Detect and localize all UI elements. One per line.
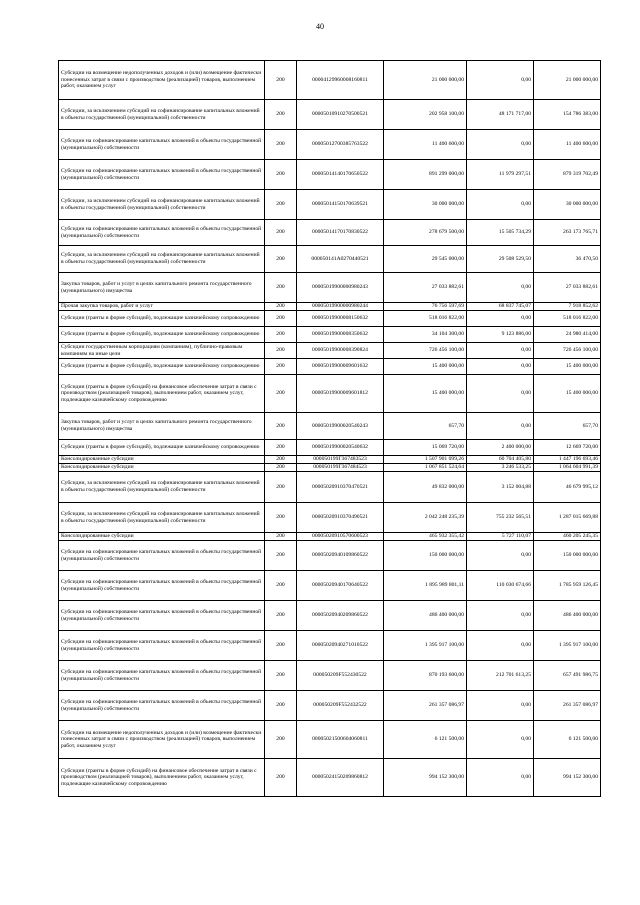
cell-budget-code: 00005020910370470521 bbox=[297, 472, 384, 503]
table-row bbox=[59, 533, 601, 541]
cell-name: Субсидии на софинансирование капитальных вложений в объекты государственной (муниципальной) собственности bbox=[59, 601, 265, 631]
cell-budget-code: 00005019900009601632 bbox=[297, 359, 384, 375]
cell-unexecuted-amount: 460 205 245,35 bbox=[534, 533, 601, 541]
cell-executed-amount: 110 030 674,66 bbox=[467, 571, 534, 601]
cell-line-code: 200 bbox=[265, 533, 297, 541]
cell-line-code: 200 bbox=[265, 759, 297, 797]
cell-approved-amount: 29 545 000,00 bbox=[384, 246, 467, 273]
cell-unexecuted-amount: 994 152 300,00 bbox=[534, 759, 601, 797]
cell-executed-amount: 68 837 745,07 bbox=[467, 303, 534, 311]
cell-line-code: 200 bbox=[265, 541, 297, 571]
table-row bbox=[59, 327, 601, 343]
budget-table bbox=[58, 60, 601, 797]
cell-approved-amount: 994 152 300,00 bbox=[384, 759, 467, 797]
cell-approved-amount: 30 000 000,00 bbox=[384, 190, 467, 220]
cell-executed-amount: 5 727 110,07 bbox=[467, 533, 534, 541]
cell-line-code: 200 bbox=[265, 61, 297, 100]
cell-line-code: 200 bbox=[265, 661, 297, 691]
cell-approved-amount: 11 400 600,00 bbox=[384, 130, 467, 160]
cell-approved-amount: 1 507 901 099,26 bbox=[384, 456, 467, 464]
cell-budget-code: 00005020940271010522 bbox=[297, 631, 384, 661]
cell-line-code: 200 bbox=[265, 472, 297, 503]
cell-unexecuted-amount: 1 447 196 693,46 bbox=[534, 456, 601, 464]
cell-name: Субсидии на софинансирование капитальных вложений в объекты государственной (муниципальной) собственности bbox=[59, 691, 265, 721]
cell-line-code: 200 bbox=[265, 631, 297, 661]
cell-approved-amount: 15 069 720,00 bbox=[384, 440, 467, 456]
cell-name: Закупка товаров, работ и услуг в целях капитального ремонта государственного (муниципального) имущества bbox=[59, 413, 265, 440]
cell-approved-amount: 34 104 300,00 bbox=[384, 327, 467, 343]
table-row bbox=[59, 456, 601, 464]
cell-budget-code: 000050199Г367484523 bbox=[297, 464, 384, 472]
cell-approved-amount: 518 016 822,00 bbox=[384, 311, 467, 327]
cell-approved-amount: 1 395 917 100,00 bbox=[384, 631, 467, 661]
table-row bbox=[59, 303, 601, 311]
cell-name: Консолидированные субсидии bbox=[59, 464, 265, 472]
table-row bbox=[59, 220, 601, 246]
cell-approved-amount: 2 042 248 235,39 bbox=[384, 503, 467, 533]
cell-budget-code: 00005020940209860522 bbox=[297, 601, 384, 631]
cell-name: Субсидии на софинансирование капитальных вложений в объекты государственной (муниципальной) собственности bbox=[59, 541, 265, 571]
cell-executed-amount: 0,00 bbox=[467, 541, 534, 571]
cell-name: Субсидии на софинансирование капитальных вложений в объекты государственной (муниципальной) собственности bbox=[59, 130, 265, 160]
cell-unexecuted-amount: 12 669 720,00 bbox=[534, 440, 601, 456]
cell-budget-code: 00005014170170830522 bbox=[297, 220, 384, 246]
cell-executed-amount: 0,00 bbox=[467, 311, 534, 327]
cell-name: Консолидированные субсидии bbox=[59, 456, 265, 464]
cell-line-code: 200 bbox=[265, 311, 297, 327]
cell-approved-amount: 486 400 000,00 bbox=[384, 601, 467, 631]
cell-executed-amount: 0,00 bbox=[467, 359, 534, 375]
table-row bbox=[59, 311, 601, 327]
cell-name: Субсидии, за исключением субсидий на софинансирование капитальных вложений в объекты государственной (муниципальной) собственности bbox=[59, 246, 265, 273]
cell-executed-amount: 0,00 bbox=[467, 375, 534, 413]
cell-unexecuted-amount: 657 491 986,75 bbox=[534, 661, 601, 691]
cell-approved-amount: 150 000 000,00 bbox=[384, 541, 467, 571]
cell-executed-amount: 0,00 bbox=[467, 61, 534, 100]
cell-budget-code: 00005020940170640522 bbox=[297, 571, 384, 601]
table-row bbox=[59, 375, 601, 413]
cell-name: Субсидии на возмещение недополученных доходов и (или) возмещение фактически понесенных затрат в связи с производством (реализацией) товаров, выполнением работ, оказанием услуг bbox=[59, 61, 265, 100]
cell-name: Субсидии (гранты в форме субсидий) на финансовое обеспечение затрат в связи с производством (реализацией товаров), выполнением работ, оказанием услуг, подлежащие казначейскому сопровождению bbox=[59, 375, 265, 413]
cell-executed-amount: 0,00 bbox=[467, 691, 534, 721]
cell-line-code: 200 bbox=[265, 190, 297, 220]
cell-budget-code: 00005020940109860522 bbox=[297, 541, 384, 571]
cell-executed-amount: 0,00 bbox=[467, 130, 534, 160]
cell-unexecuted-amount: 879 319 702,49 bbox=[534, 160, 601, 190]
cell-name: Субсидии на софинансирование капитальных вложений в объекты государственной (муниципальной) собственности bbox=[59, 160, 265, 190]
cell-executed-amount: 0,00 bbox=[467, 631, 534, 661]
cell-unexecuted-amount: 24 980 414,00 bbox=[534, 327, 601, 343]
cell-unexecuted-amount: 1 785 959 126,45 bbox=[534, 571, 601, 601]
table-row bbox=[59, 759, 601, 797]
page-number: 40 bbox=[316, 22, 324, 31]
cell-executed-amount: 15 505 734,29 bbox=[467, 220, 534, 246]
cell-unexecuted-amount: 1 395 917 100,00 bbox=[534, 631, 601, 661]
table-row bbox=[59, 503, 601, 533]
cell-unexecuted-amount: 1 287 015 669,88 bbox=[534, 503, 601, 533]
table-row bbox=[59, 541, 601, 571]
cell-approved-amount: 657,70 bbox=[384, 413, 467, 440]
cell-executed-amount: 60 704 405,80 bbox=[467, 456, 534, 464]
cell-unexecuted-amount: 261 357 086,97 bbox=[534, 691, 601, 721]
cell-line-code: 200 bbox=[265, 130, 297, 160]
cell-budget-code: 000050141А0270440521 bbox=[297, 246, 384, 273]
table-row bbox=[59, 691, 601, 721]
cell-approved-amount: 891 299 000,00 bbox=[384, 160, 467, 190]
table-row bbox=[59, 359, 601, 375]
cell-budget-code: 00005024150209860812 bbox=[297, 759, 384, 797]
cell-unexecuted-amount: 27 033 882,61 bbox=[534, 273, 601, 303]
cell-executed-amount: 0,00 bbox=[467, 759, 534, 797]
cell-unexecuted-amount: 486 400 000,00 bbox=[534, 601, 601, 631]
cell-line-code: 200 bbox=[265, 440, 297, 456]
cell-executed-amount: 0,00 bbox=[467, 343, 534, 359]
table-row bbox=[59, 472, 601, 503]
cell-unexecuted-amount: 15 400 000,00 bbox=[534, 375, 601, 413]
cell-approved-amount: 15 400 000,00 bbox=[384, 375, 467, 413]
table-row bbox=[59, 130, 601, 160]
table-row bbox=[59, 571, 601, 601]
cell-line-code: 200 bbox=[265, 100, 297, 130]
cell-approved-amount: 202 958 100,00 bbox=[384, 100, 467, 130]
cell-unexecuted-amount: 15 400 000,00 bbox=[534, 359, 601, 375]
cell-budget-code: 00005021500604060811 bbox=[297, 721, 384, 759]
table-body bbox=[59, 61, 601, 797]
cell-approved-amount: 21 000 000,00 bbox=[384, 61, 467, 100]
cell-unexecuted-amount: 21 000 000,00 bbox=[534, 61, 601, 100]
cell-line-code: 200 bbox=[265, 571, 297, 601]
cell-budget-code: 00005019900008150632 bbox=[297, 311, 384, 327]
cell-name: Субсидии на софинансирование капитальных вложений в объекты государственной (муниципальной) собственности bbox=[59, 631, 265, 661]
cell-approved-amount: 6 121 500,00 bbox=[384, 721, 467, 759]
table-row bbox=[59, 631, 601, 661]
cell-name: Субсидии, за исключением субсидий на софинансирование капитальных вложений в объекты государственной (муниципальной) собственности bbox=[59, 190, 265, 220]
table-row bbox=[59, 464, 601, 472]
cell-approved-amount: 1 067 851 524,64 bbox=[384, 464, 467, 472]
cell-line-code: 200 bbox=[265, 413, 297, 440]
cell-executed-amount: 0,00 bbox=[467, 413, 534, 440]
cell-budget-code: 00004129960008160811 bbox=[297, 61, 384, 100]
cell-unexecuted-amount: 150 000 000,00 bbox=[534, 541, 601, 571]
cell-unexecuted-amount: 11 400 600,00 bbox=[534, 130, 601, 160]
cell-executed-amount: 48 171 717,00 bbox=[467, 100, 534, 130]
cell-name: Субсидии, за исключением субсидий на софинансирование капитальных вложений в объекты государственной (муниципальной) собственности bbox=[59, 503, 265, 533]
cell-line-code: 200 bbox=[265, 327, 297, 343]
table-row bbox=[59, 721, 601, 759]
cell-budget-code: 00005019900000980244 bbox=[297, 303, 384, 311]
table-row bbox=[59, 100, 601, 130]
cell-line-code: 200 bbox=[265, 464, 297, 472]
cell-unexecuted-amount: 46 679 995,12 bbox=[534, 472, 601, 503]
table-row bbox=[59, 440, 601, 456]
cell-unexecuted-amount: 263 173 765,71 bbox=[534, 220, 601, 246]
cell-approved-amount: 27 033 882,61 bbox=[384, 273, 467, 303]
cell-budget-code: 00005019900009601812 bbox=[297, 375, 384, 413]
cell-budget-code: 00005010910270500521 bbox=[297, 100, 384, 130]
cell-executed-amount: 0,00 bbox=[467, 273, 534, 303]
cell-name: Прочая закупка товаров, работ и услуг bbox=[59, 303, 265, 311]
cell-unexecuted-amount: 154 786 383,00 bbox=[534, 100, 601, 130]
cell-budget-code: 00005019900020540243 bbox=[297, 413, 384, 440]
cell-name: Субсидии (гранты в форме субсидий), подлежащие казначейскому сопровождению bbox=[59, 311, 265, 327]
cell-executed-amount: 755 232 565,51 bbox=[467, 503, 534, 533]
cell-executed-amount: 0,00 bbox=[467, 190, 534, 220]
cell-approved-amount: 465 932 355,42 bbox=[384, 533, 467, 541]
cell-budget-code: 000050199Г367483523 bbox=[297, 456, 384, 464]
cell-name: Субсидии государственным корпорациям (компаниям), публично-правовым компаниям на иные цели bbox=[59, 343, 265, 359]
cell-unexecuted-amount: 1 064 604 991,39 bbox=[534, 464, 601, 472]
cell-line-code: 200 bbox=[265, 220, 297, 246]
cell-executed-amount: 11 979 297,51 bbox=[467, 160, 534, 190]
cell-name: Субсидии (гранты в форме субсидий) на финансовое обеспечение затрат в связи с производством (реализацией товаров), выполнением работ, оказанием услуг, подлежащие казначейскому сопровождению bbox=[59, 759, 265, 797]
cell-executed-amount: 0,00 bbox=[467, 601, 534, 631]
cell-executed-amount: 29 508 529,50 bbox=[467, 246, 534, 273]
cell-line-code: 200 bbox=[265, 273, 297, 303]
cell-unexecuted-amount: 6 121 500,00 bbox=[534, 721, 601, 759]
cell-name: Закупка товаров, работ и услуг в целях капитального ремонта государственного (муниципального) имущества bbox=[59, 273, 265, 303]
cell-unexecuted-amount: 30 000 000,00 bbox=[534, 190, 601, 220]
cell-line-code: 200 bbox=[265, 343, 297, 359]
cell-executed-amount: 2 400 000,00 bbox=[467, 440, 534, 456]
table-row bbox=[59, 601, 601, 631]
cell-executed-amount: 0,00 bbox=[467, 721, 534, 759]
table-row bbox=[59, 190, 601, 220]
cell-line-code: 200 bbox=[265, 601, 297, 631]
cell-approved-amount: 15 400 000,00 bbox=[384, 359, 467, 375]
table-row bbox=[59, 160, 601, 190]
cell-line-code: 200 bbox=[265, 721, 297, 759]
cell-approved-amount: 726 456 100,00 bbox=[384, 343, 467, 359]
cell-line-code: 200 bbox=[265, 456, 297, 464]
cell-executed-amount: 3 152 004,88 bbox=[467, 472, 534, 503]
cell-budget-code: 00005014140170650522 bbox=[297, 160, 384, 190]
cell-name: Субсидии на софинансирование капитальных вложений в объекты государственной (муниципальной) собственности bbox=[59, 220, 265, 246]
cell-budget-code: 0000501270038576352​2 bbox=[297, 130, 384, 160]
cell-budget-code: 00005020910370490521 bbox=[297, 503, 384, 533]
cell-name: Субсидии (гранты в форме субсидий), подлежащие казначейскому сопровождению bbox=[59, 440, 265, 456]
cell-budget-code: 000050209F552430522 bbox=[297, 661, 384, 691]
cell-name: Субсидии, за исключением субсидий на софинансирование капитальных вложений в объекты государственной (муниципальной) собственности bbox=[59, 100, 265, 130]
cell-unexecuted-amount: 36 470,50 bbox=[534, 246, 601, 273]
cell-approved-amount: 261 357 086,97 bbox=[384, 691, 467, 721]
cell-unexecuted-amount: 518 016 822,00 bbox=[534, 311, 601, 327]
table-row bbox=[59, 661, 601, 691]
cell-budget-code: 00005019900008390824 bbox=[297, 343, 384, 359]
cell-name: Субсидии, за исключением субсидий на софинансирование капитальных вложений в объекты государственной (муниципальной) собственности bbox=[59, 472, 265, 503]
cell-budget-code: 00005014150170639521 bbox=[297, 190, 384, 220]
table-row bbox=[59, 413, 601, 440]
cell-name: Субсидии (гранты в форме субсидий), подлежащие казначейскому сопровождению bbox=[59, 359, 265, 375]
table-row bbox=[59, 246, 601, 273]
cell-approved-amount: 49 832 000,00 bbox=[384, 472, 467, 503]
cell-approved-amount: 278 679 500,00 bbox=[384, 220, 467, 246]
cell-name: Субсидии на возмещение недополученных доходов и (или) возмещение фактически понесенных затрат в связи с производством (реализацией) товаров, выполнением работ, оказанием услуг bbox=[59, 721, 265, 759]
cell-budget-code: 00005019900008350632 bbox=[297, 327, 384, 343]
cell-line-code: 200 bbox=[265, 160, 297, 190]
cell-unexecuted-amount: 657,70 bbox=[534, 413, 601, 440]
cell-line-code: 200 bbox=[265, 359, 297, 375]
cell-line-code: 200 bbox=[265, 375, 297, 413]
cell-executed-amount: 9 123 886,00 bbox=[467, 327, 534, 343]
cell-name: Субсидии на софинансирование капитальных вложений в объекты государственной (муниципальной) собственности bbox=[59, 571, 265, 601]
cell-line-code: 200 bbox=[265, 503, 297, 533]
cell-name: Консолидированные субсидии bbox=[59, 533, 265, 541]
cell-budget-code: 00005019900020540632 bbox=[297, 440, 384, 456]
table-row bbox=[59, 61, 601, 100]
cell-executed-amount: 3 246 533,25 bbox=[467, 464, 534, 472]
cell-unexecuted-amount: 7 918 852,62 bbox=[534, 303, 601, 311]
cell-budget-code: 00005020910570600523 bbox=[297, 533, 384, 541]
cell-approved-amount: 870 193 600,00 bbox=[384, 661, 467, 691]
cell-unexecuted-amount: 726 456 100,00 bbox=[534, 343, 601, 359]
table-row bbox=[59, 273, 601, 303]
cell-budget-code: 000050209F552432522 bbox=[297, 691, 384, 721]
cell-line-code: 200 bbox=[265, 691, 297, 721]
cell-name: Субсидии на софинансирование капитальных вложений в объекты государственной (муниципальной) собственности bbox=[59, 661, 265, 691]
cell-line-code: 200 bbox=[265, 303, 297, 311]
cell-approved-amount: 76 756 597,69 bbox=[384, 303, 467, 311]
table-row bbox=[59, 343, 601, 359]
cell-approved-amount: 1 895 989 801,11 bbox=[384, 571, 467, 601]
cell-name: Субсидии (гранты в форме субсидий), подлежащие казначейскому сопровождению bbox=[59, 327, 265, 343]
cell-executed-amount: 212 701 613,25 bbox=[467, 661, 534, 691]
cell-budget-code: 00005019900000980243 bbox=[297, 273, 384, 303]
cell-line-code: 200 bbox=[265, 246, 297, 273]
